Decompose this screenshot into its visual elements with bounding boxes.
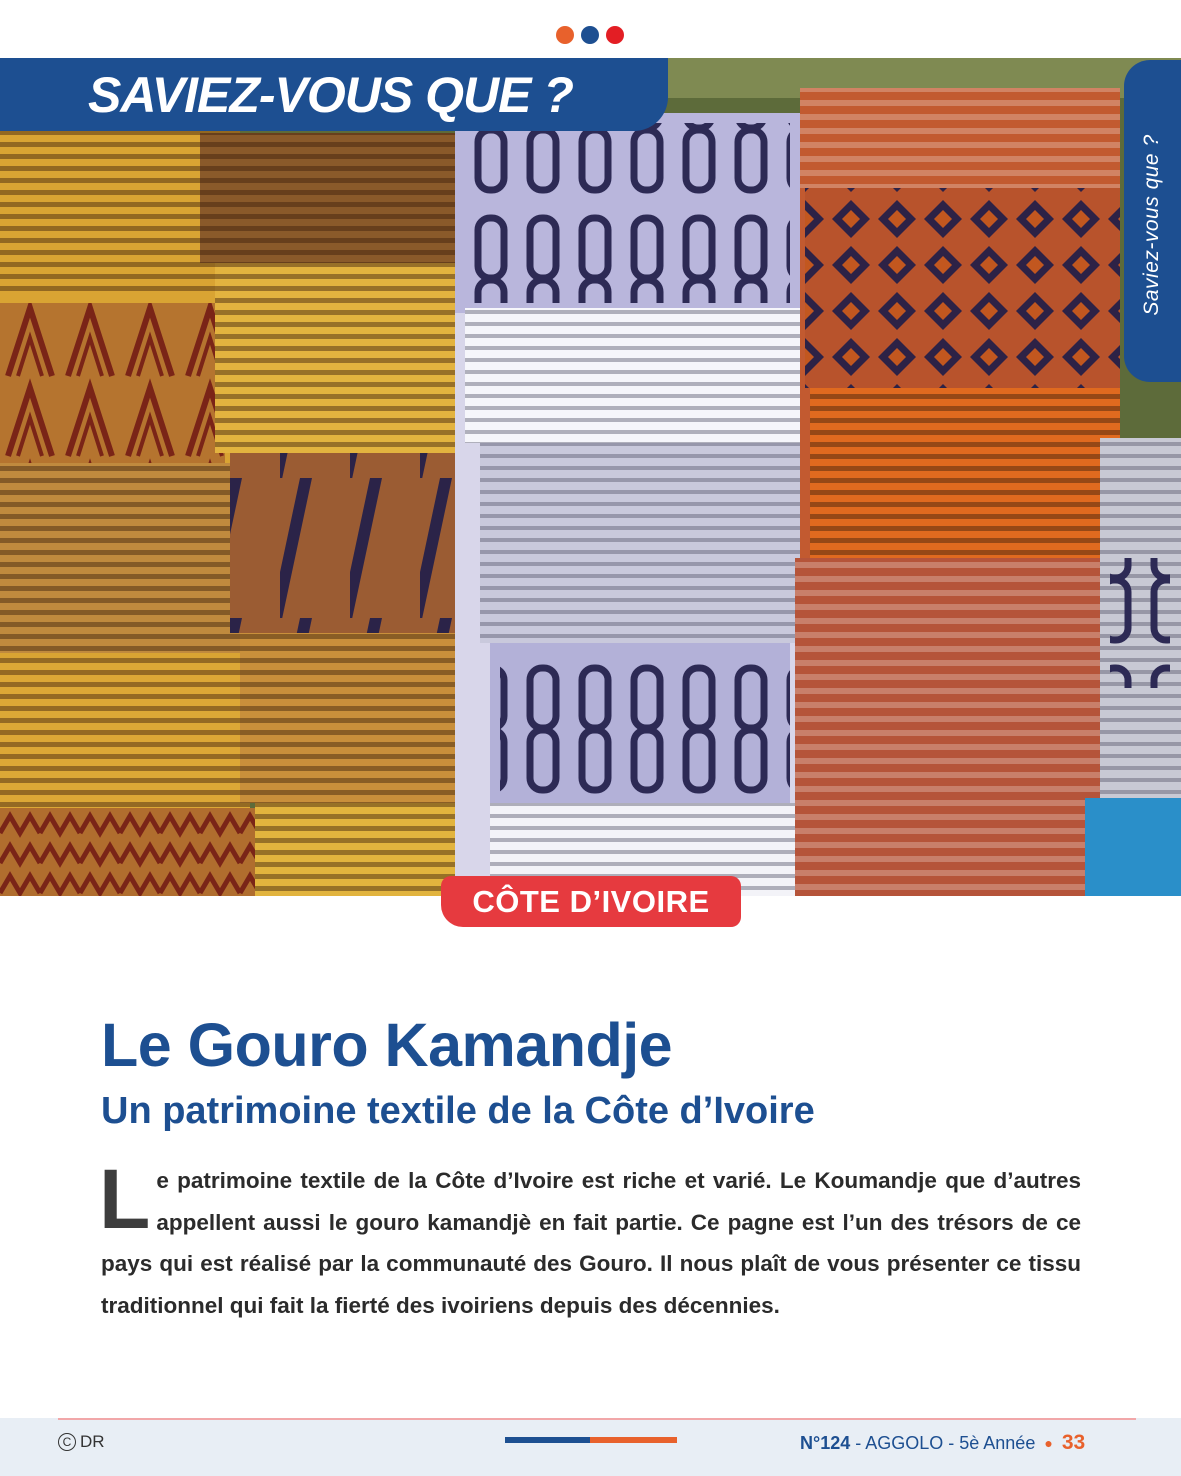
side-section-tab	[1124, 60, 1181, 382]
country-badge-label: CÔTE D’IVOIRE	[472, 883, 710, 919]
side-section-tab-label: Saviez-vous que ?	[1140, 134, 1163, 316]
orange-dot	[556, 26, 574, 44]
photo-credit	[58, 1432, 105, 1452]
bullet-icon: ●	[1044, 1435, 1053, 1451]
photo-credit-text: DR	[80, 1432, 105, 1451]
footer-bar-orange	[590, 1437, 677, 1443]
footer-divider	[58, 1418, 1136, 1420]
lead-text: e patrimoine textile de la Côte d’Ivoire est riche et varié. Le Koumandje que d’autres appellent aussi le gouro kamandjè en fait partie. Ce pagne est l’un des trésors de ce pays qui est réalisé par la communauté des Gouro. Il nous plaît de vous présenter ce tissu traditionnel qui fait la fierté des ivoiriens depuis des décennies.	[101, 1168, 1081, 1318]
country-badge	[441, 876, 741, 927]
copyright-icon: C	[58, 1433, 76, 1451]
issue-details: - AGGOLO - 5è Année	[850, 1432, 1036, 1453]
article-lead-paragraph	[99, 1152, 1081, 1326]
footer-color-bar	[505, 1437, 677, 1443]
section-kicker-text: SAVIEZ-VOUS QUE ?	[88, 66, 573, 123]
article-title: Le Gouro Kamandje	[101, 1011, 673, 1079]
hero-photo-woven-textiles	[0, 58, 1181, 896]
red-dot	[606, 26, 624, 44]
section-kicker-banner	[0, 58, 668, 131]
decorative-dots	[556, 26, 624, 44]
footer-bar-blue	[505, 1437, 590, 1443]
blue-dot	[581, 26, 599, 44]
issue-info	[800, 1431, 1085, 1455]
drop-cap: L	[99, 1152, 151, 1246]
article-subtitle: Un patrimoine textile de la Côte d’Ivoire	[101, 1090, 815, 1132]
page-number: 33	[1061, 1431, 1086, 1454]
issue-number: N°124	[800, 1432, 851, 1453]
